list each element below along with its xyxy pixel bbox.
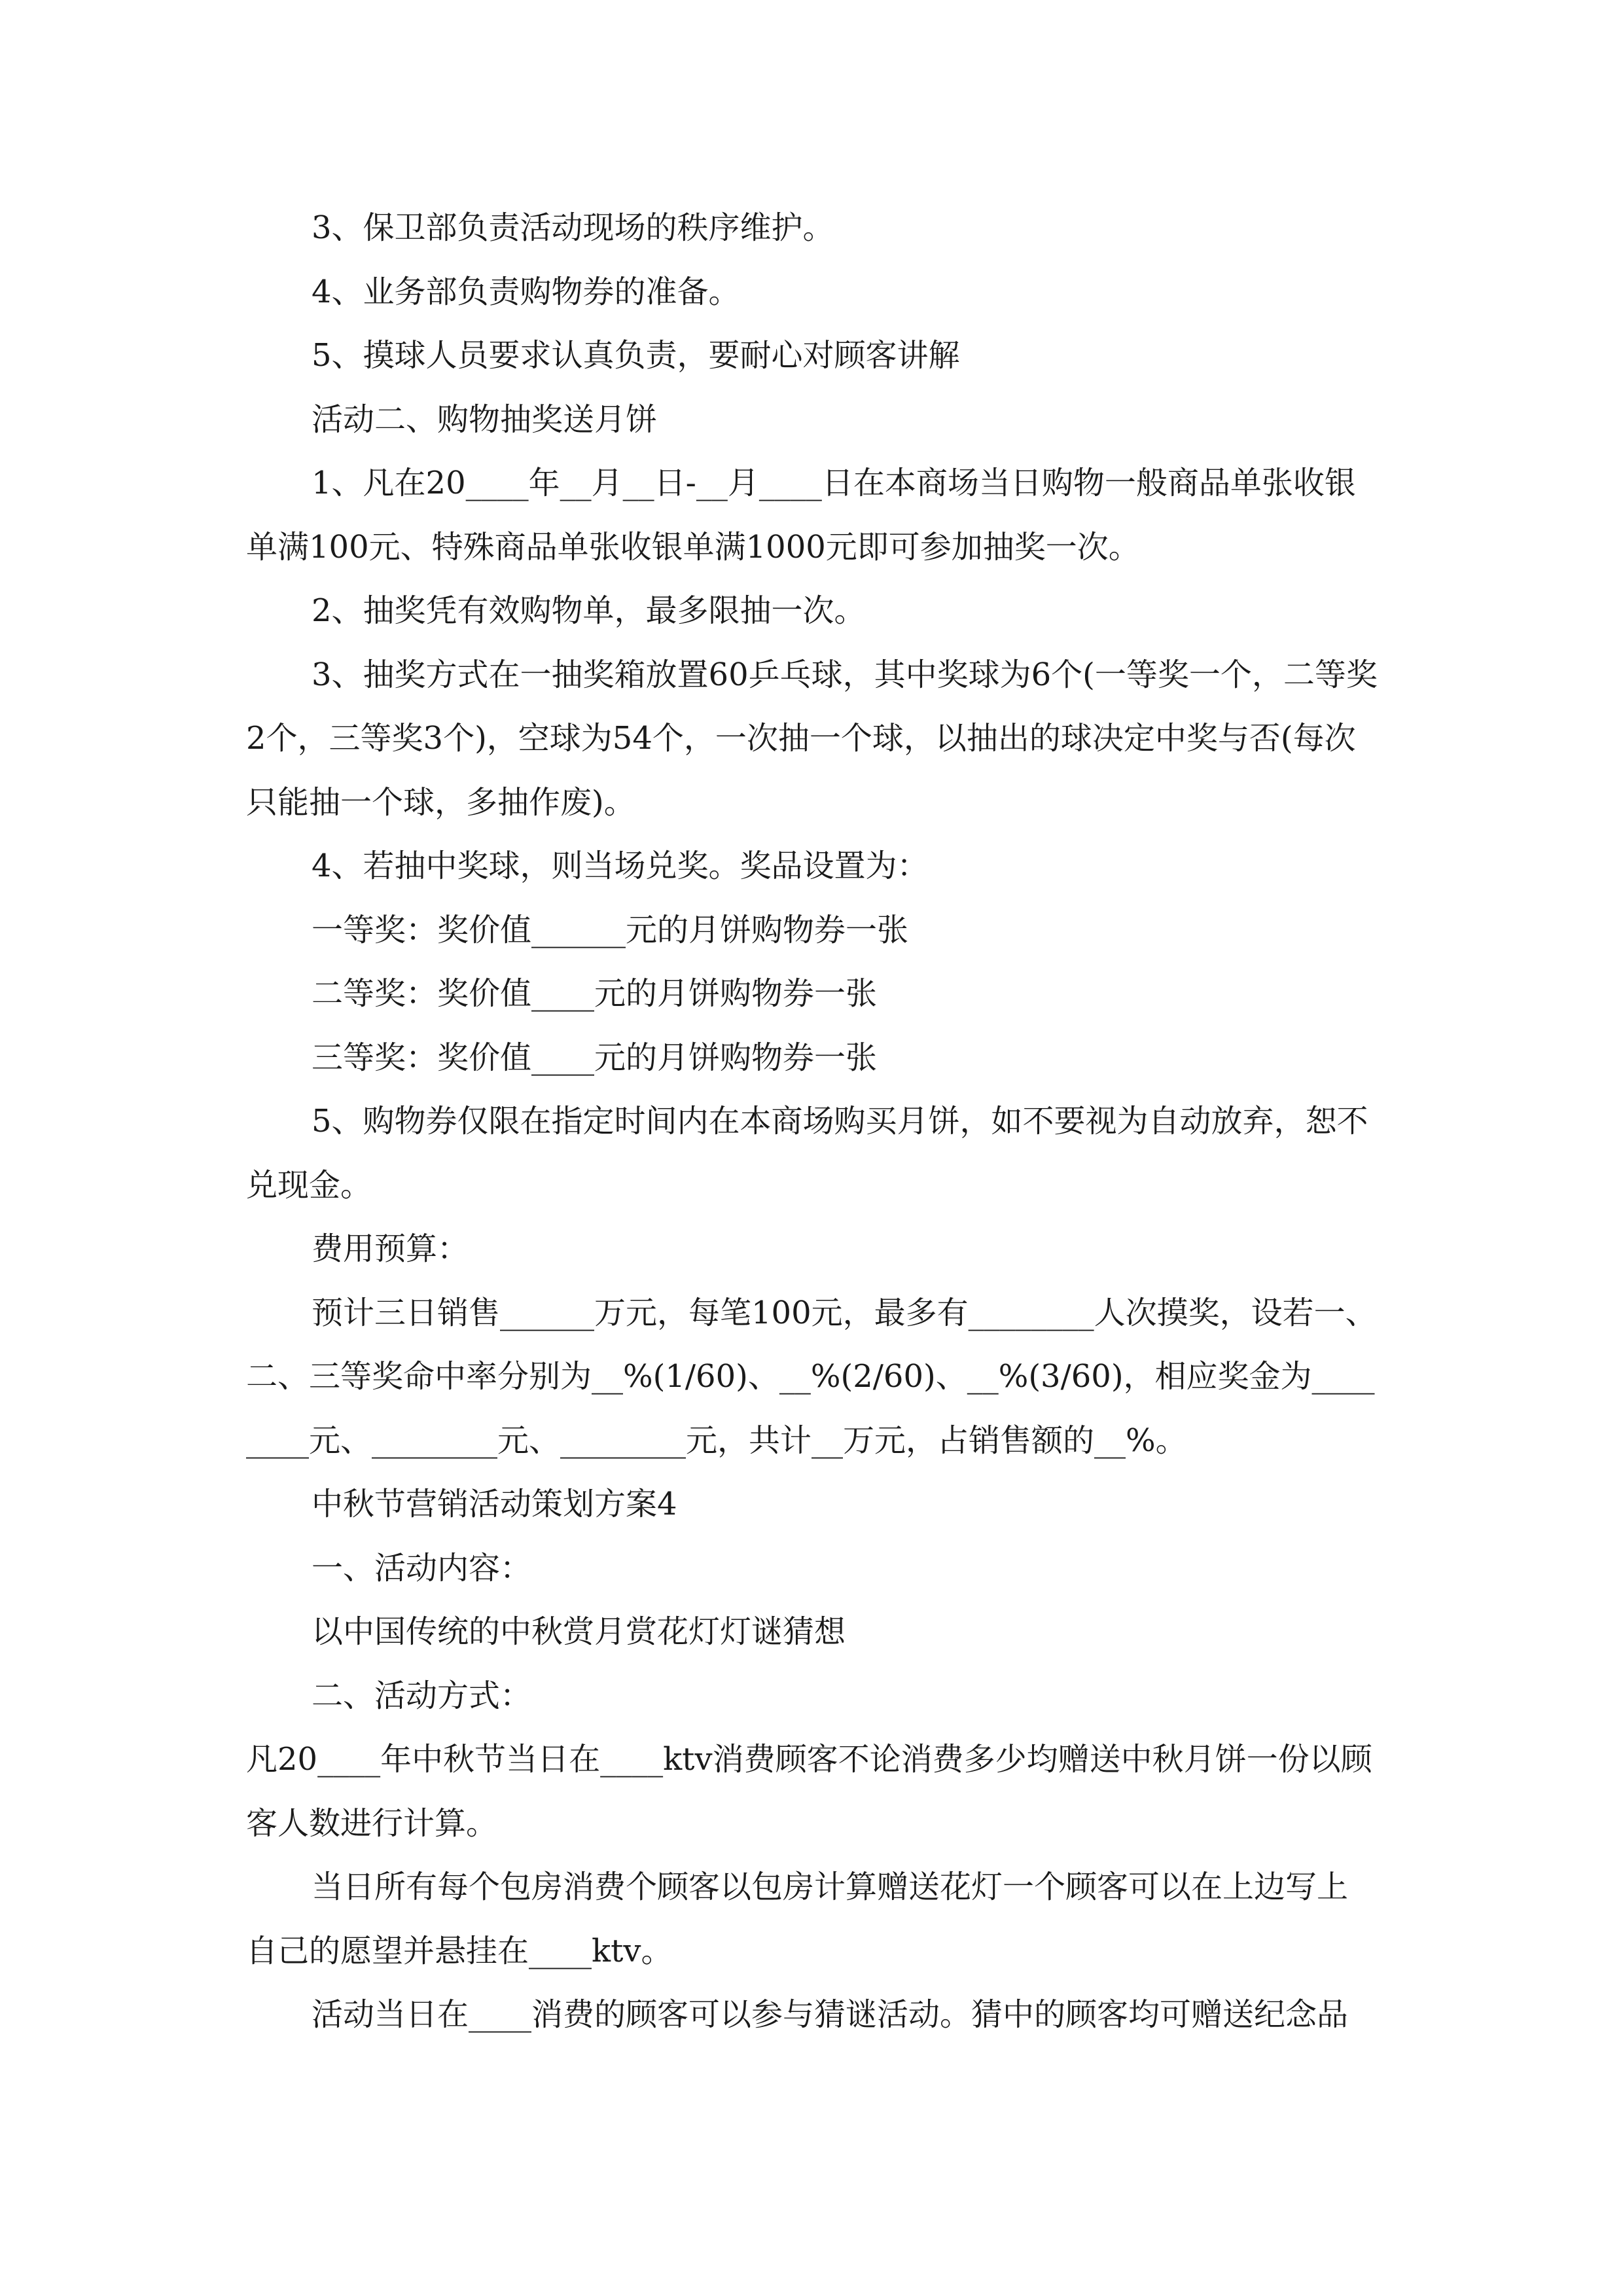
paragraph-third-prize: 三等奖：奖价值____元的月饼购物券一张 <box>312 1039 878 1076</box>
paragraph-eligibility: 1、凡在20____年__月__日-__月____日在本商场当日购物一般商品单张收银单满100元、特殊商品单张收银单满1000元即可参加抽奖一次。 <box>246 465 1356 565</box>
section-heading-activity-two: 活动二、购物抽奖送月饼 <box>312 401 658 438</box>
document-body <box>246 196 1378 2047</box>
paragraph-security-duty: 3、保卫部负责活动现场的秩序维护。 <box>312 209 834 246</box>
paragraph-prize-setup: 4、若抽中奖球，则当场兑奖。奖品设置为： <box>312 848 929 884</box>
paragraph-activity-content: 以中国传统的中秋赏月赏花灯灯谜猜想 <box>312 1613 846 1650</box>
paragraph-second-prize: 二等奖：奖价值____元的月饼购物券一张 <box>312 975 878 1012</box>
section-heading-activity-method: 二、活动方式： <box>312 1677 532 1714</box>
paragraph-draw-limit: 2、抽奖凭有效购物单，最多限抽一次。 <box>312 592 866 629</box>
paragraph-first-prize: 一等奖：奖价值______元的月饼购物券一张 <box>312 911 909 948</box>
paragraph-draw-staff: 5、摸球人员要求认真负责，要耐心对顾客讲解 <box>312 337 960 374</box>
paragraph-lantern-gift: 当日所有每个包房消费个顾客以包房计算赠送花灯一个顾客可以在上边写上自己的愿望并悬挂在____ktv。 <box>246 1869 1349 1969</box>
paragraph-coupon-prep: 4、业务部负责购物券的准备。 <box>312 273 740 310</box>
paragraph-budget-detail: 预计三日销售______万元，每笔100元，最多有________人次摸奖，设若一、二、三等奖命中率分别为__%(1/60)、__%(2/60)、__%(3/60)，相应奖金为________元、________元、________元，共计__万元，占销售额的__%。 <box>246 1294 1377 1459</box>
section-heading-activity-content: 一、活动内容： <box>312 1549 532 1587</box>
paragraph-mooncake-gift: 凡20____年中秋节当日在____ktv消费顾客不论消费多少均赠送中秋月饼一份以顾客人数进行计算。 <box>246 1741 1372 1842</box>
paragraph-riddle-activity: 活动当日在____消费的顾客可以参与猜谜活动。猜中的顾客均可赠送纪念品 <box>312 1996 1349 2033</box>
section-heading-plan-four: 中秋节营销活动策划方案4 <box>312 1486 677 1522</box>
paragraph-coupon-terms: 5、购物券仅限在指定时间内在本商场购买月饼，如不要视为自动放弃，恕不兑现金。 <box>246 1103 1368 1204</box>
paragraph-draw-method: 3、抽奖方式在一抽奖箱放置60乒乓球，其中奖球为6个(一等奖一个，二等奖2个，三等奖3个)，空球为54个，一次抽一个球，以抽出的球决定中奖与否(每次只能抽一个球，多抽作废)。 <box>246 656 1378 821</box>
section-heading-budget: 费用预算： <box>312 1230 469 1267</box>
